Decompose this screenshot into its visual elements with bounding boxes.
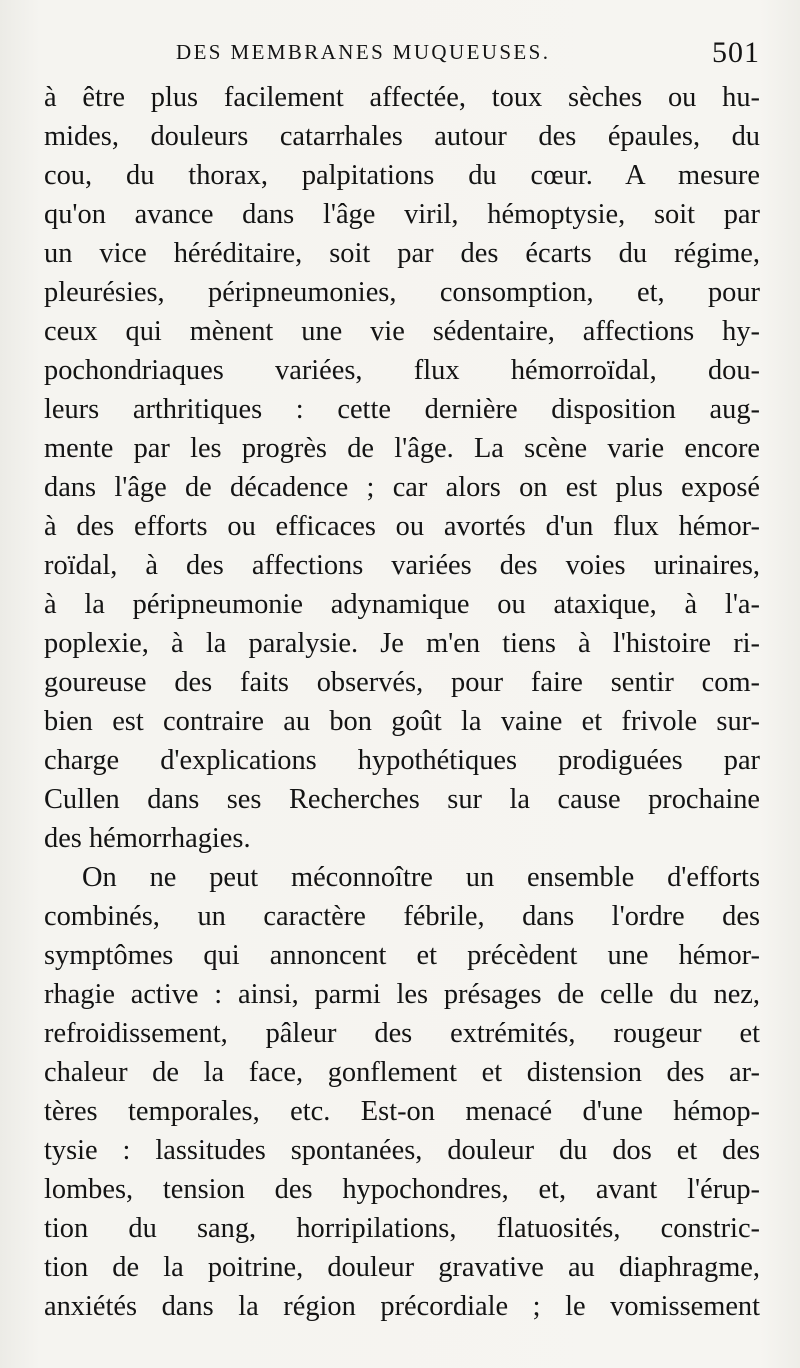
text-line: des hémorrhagies. — [44, 823, 251, 854]
text-line: charge d'explications hypothétiques prodiguées par — [44, 745, 760, 776]
text-line: mente par les progrès de l'âge. La scène varie encore — [44, 433, 760, 464]
text-line: mides, douleurs catarrhales autour des épaules, du — [44, 121, 760, 152]
page-header — [44, 36, 760, 76]
text-line: goureuse des faits observés, pour faire sentir com- — [44, 667, 760, 698]
text-line: tères temporales, etc. Est-on menacé d'une hémop- — [44, 1096, 760, 1127]
text-line: symptômes qui annoncent et précèdent une hémor- — [44, 940, 760, 971]
text-line: dans l'âge de décadence ; car alors on est plus exposé — [44, 472, 760, 503]
text-line: à être plus facilement affectée, toux sèches ou hu- — [44, 82, 760, 113]
text-line: cou, du thorax, palpitations du cœur. A mesure — [44, 160, 760, 191]
text-line: rhagie active : ainsi, parmi les présages de celle du nez, — [44, 979, 760, 1010]
text-line: lombes, tension des hypochondres, et, avant l'érup- — [44, 1174, 760, 1205]
text-line: tion de la poitrine, douleur gravative au diaphragme, — [44, 1252, 760, 1283]
text-line: qu'on avance dans l'âge viril, hémoptysie, soit par — [44, 199, 760, 230]
running-head: DES MEMBRANES MUQUEUSES. — [176, 40, 551, 64]
text-line: bien est contraire au bon goût la vaine et frivole sur- — [44, 706, 760, 737]
text-line: poplexie, à la paralysie. Je m'en tiens à l'histoire ri- — [44, 628, 760, 659]
text-line: chaleur de la face, gonflement et distension des ar- — [44, 1057, 760, 1088]
text-line: ceux qui mènent une vie sédentaire, affections hy- — [44, 316, 760, 347]
text-line: leurs arthritiques : cette dernière disposition aug- — [44, 394, 760, 425]
text-line: à des efforts ou efficaces ou avortés d'un flux hémor- — [44, 511, 760, 542]
text-line: On ne peut méconnoître un ensemble d'efforts — [82, 862, 760, 893]
text-line: roïdal, à des affections variées des voies urinaires, — [44, 550, 760, 581]
text-line: pleurésies, péripneumonies, consomption, et, pour — [44, 277, 760, 308]
text-line: à la péripneumonie adynamique ou ataxique, à l'a- — [44, 589, 760, 620]
text-line: un vice héréditaire, soit par des écarts du régime, — [44, 238, 760, 269]
page-number: 501 — [712, 36, 760, 69]
text-line: pochondriaques variées, flux hémorroïdal, dou- — [44, 355, 760, 386]
body-text — [44, 78, 760, 1326]
text-line: Cullen dans ses Recherches sur la cause prochaine — [44, 784, 760, 815]
text-line: combinés, un caractère fébrile, dans l'ordre des — [44, 901, 760, 932]
paragraph-2 — [44, 858, 760, 1326]
text-line: anxiétés dans la région précordiale ; le vomissement — [44, 1291, 760, 1322]
text-line: tion du sang, horripilations, flatuosités, constric- — [44, 1213, 760, 1244]
text-line: tysie : lassitudes spontanées, douleur du dos et des — [44, 1135, 760, 1166]
paragraph-1 — [44, 78, 760, 858]
text-line: refroidissement, pâleur des extrémités, rougeur et — [44, 1018, 760, 1049]
